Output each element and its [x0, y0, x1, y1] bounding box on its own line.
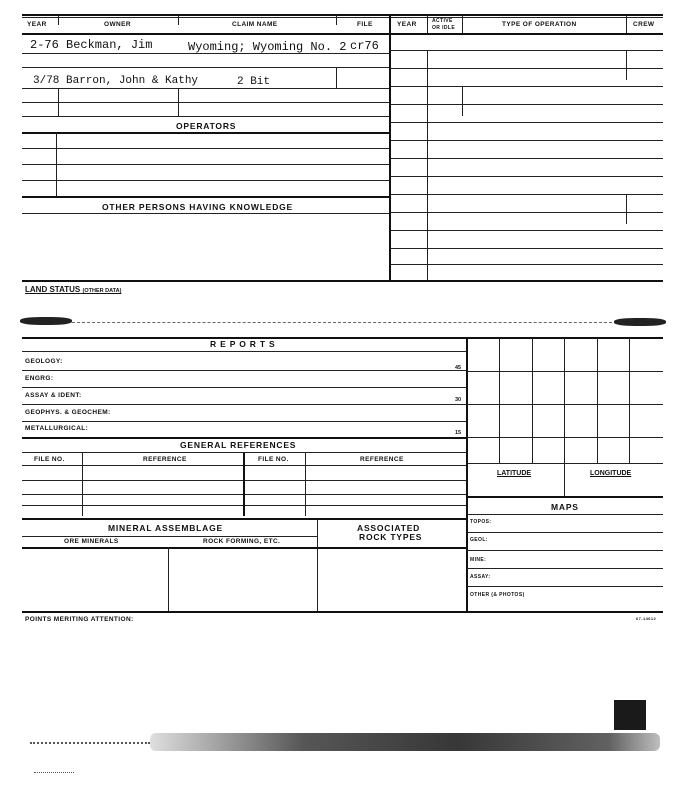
- bottom-rule: [22, 611, 663, 613]
- main-divider: [389, 15, 391, 280]
- op-row: [22, 180, 389, 181]
- header-sep: [427, 15, 428, 33]
- ops-row: [390, 50, 663, 51]
- entry-1-claim: Wyoming; Wyoming No. 2: [188, 40, 347, 54]
- header-sep: [336, 15, 337, 25]
- ops-row: [390, 248, 663, 249]
- row-line: [22, 67, 389, 68]
- op-row: [22, 164, 389, 165]
- entry-1-underline: [22, 53, 389, 54]
- latitude-label: LATITUDE: [497, 470, 532, 477]
- operators-rule: [22, 132, 389, 134]
- redaction-mark: [614, 318, 666, 326]
- page-marker: 45: [455, 365, 462, 371]
- owner-col-line: [58, 88, 59, 116]
- geol-label: GEOL:: [470, 537, 488, 543]
- topos-label: TOPOS:: [470, 519, 492, 525]
- mineral-sub-rule: [22, 536, 317, 537]
- coord-grid-col: [499, 338, 500, 463]
- redaction-mark: [20, 317, 72, 325]
- assay-map-label: ASSAY:: [470, 574, 491, 580]
- reference-header-2: REFERENCE: [360, 456, 404, 463]
- mineral-header-rule: [22, 547, 466, 549]
- owner-col-line: [336, 67, 337, 88]
- geophys-label: GEOPHYS. & GEOCHEM:: [25, 409, 111, 416]
- maps-line: [467, 586, 663, 587]
- entry-2-owner: 3/78 Barron, John & Kathy: [33, 75, 199, 87]
- owner-header: OWNER: [104, 21, 131, 28]
- operators-title: OPERATORS: [176, 121, 237, 131]
- scan-smudge: [150, 733, 660, 751]
- ops-row: [390, 140, 663, 141]
- owner-col-line: [178, 88, 179, 116]
- ops-row: [390, 122, 663, 123]
- maps-line: [467, 550, 663, 551]
- land-status-top-rule: [22, 280, 663, 282]
- entry-1-file: cr76: [350, 39, 379, 53]
- ops-col: [462, 86, 463, 116]
- ops-row: [390, 212, 663, 213]
- header-sep: [58, 15, 59, 25]
- coord-grid-row: [467, 463, 663, 464]
- idle-header: OR IDLE: [432, 25, 456, 31]
- ops-row: [390, 68, 663, 69]
- reports-right-divider: [466, 338, 468, 612]
- rock-types-title: ROCK TYPES: [359, 532, 423, 542]
- mine-label: MINE:: [470, 557, 487, 563]
- top-border-inner: [22, 17, 663, 18]
- coord-grid-row: [467, 371, 663, 372]
- ref-col: [82, 453, 83, 516]
- header-sep: [462, 15, 463, 33]
- ref-col: [243, 453, 245, 516]
- file-no-header-1: FILE NO.: [34, 456, 65, 463]
- ore-minerals-header: ORE MINERALS: [64, 538, 119, 545]
- coord-grid-col: [597, 338, 598, 463]
- coord-grid-col: [532, 338, 533, 463]
- other-persons-rule: [22, 213, 389, 214]
- ops-row: [390, 176, 663, 177]
- form-number: 67-14612: [636, 616, 657, 621]
- crew-header: CREW: [633, 21, 655, 28]
- assay-label: ASSAY & IDENT:: [25, 392, 82, 399]
- mineral-col: [317, 519, 318, 611]
- header-sep: [626, 15, 627, 33]
- report-line: [22, 370, 466, 371]
- entry-2-claim: 2 Bit: [237, 76, 271, 88]
- year-header: YEAR: [27, 21, 47, 28]
- file-no-header-2: FILE NO.: [258, 456, 289, 463]
- other-persons-title: OTHER PERSONS HAVING KNOWLEDGE: [102, 202, 294, 212]
- maps-title: MAPS: [551, 502, 579, 512]
- ops-col: [626, 50, 627, 80]
- scan-blot: [614, 700, 646, 730]
- maps-sub-rule: [467, 514, 663, 515]
- header-sep: [178, 15, 179, 25]
- coord-grid-row: [467, 404, 663, 405]
- op-row: [22, 148, 389, 149]
- engrg-label: ENGRG:: [25, 375, 54, 382]
- file-header: FILE: [357, 21, 373, 28]
- geology-label: GEOLOGY:: [25, 358, 63, 365]
- associated-title: ASSOCIATED: [357, 523, 421, 533]
- ops-col: [626, 194, 627, 224]
- ref-col: [305, 453, 306, 516]
- report-line: [22, 404, 466, 405]
- metallurgical-label: METALLURGICAL:: [25, 425, 89, 432]
- op-row: [22, 196, 389, 198]
- report-line: [22, 421, 466, 422]
- land-status-label: [25, 285, 121, 294]
- land-status-title: LAND STATUS: [25, 285, 81, 294]
- coord-grid-row: [467, 437, 663, 438]
- type-of-operation-header: TYPE OF OPERATION: [502, 21, 577, 28]
- reports-title: R E P O R T S: [210, 339, 276, 349]
- claim-name-header: CLAIM NAME: [232, 21, 278, 28]
- general-references-title: GENERAL REFERENCES: [180, 440, 297, 450]
- page-marker: 30: [455, 397, 462, 403]
- ops-row: [390, 194, 663, 195]
- scan-dots: [30, 742, 150, 750]
- longitude-label: LONGITUDE: [590, 470, 632, 477]
- top-border: [22, 14, 663, 16]
- page-marker: 15: [455, 430, 462, 436]
- other-photos-label: OTHER (& PHOTOS): [470, 592, 525, 598]
- mineral-col: [168, 547, 169, 611]
- points-meriting-attention-label: POINTS MERITING ATTENTION:: [25, 616, 134, 623]
- ops-row: [390, 104, 663, 105]
- coord-grid-col: [629, 338, 630, 463]
- ops-row: [390, 230, 663, 231]
- ops-row: [390, 86, 663, 87]
- land-dotted: [72, 322, 612, 323]
- row-line: [22, 116, 389, 117]
- reports-top-rule: [22, 337, 663, 339]
- rock-forming-header: ROCK FORMING, ETC.: [203, 538, 281, 545]
- ops-row: [390, 158, 663, 159]
- ops-col: [427, 50, 428, 280]
- general-ref-rule: [22, 437, 466, 439]
- reports-rule: [22, 351, 466, 352]
- maps-line: [467, 568, 663, 569]
- mineral-rule: [22, 518, 466, 520]
- row-line: [22, 88, 389, 89]
- op-col: [56, 133, 57, 196]
- mineral-assemblage-title: MINERAL ASSEMBLAGE: [108, 523, 223, 533]
- maps-line: [467, 532, 663, 533]
- active-header: ACTIVE: [432, 18, 453, 24]
- year2-header: YEAR: [397, 21, 417, 28]
- scan-specks: [34, 772, 74, 777]
- reference-header-1: REFERENCE: [143, 456, 187, 463]
- entry-1-owner: 2-76 Beckman, Jim: [30, 38, 153, 52]
- coord-grid-col: [564, 338, 565, 496]
- row-line: [22, 102, 389, 103]
- report-line: [22, 387, 466, 388]
- land-status-subtitle: (OTHER DATA): [82, 288, 122, 294]
- header-bottom-rule: [22, 33, 663, 35]
- ops-row: [390, 264, 663, 265]
- maps-rule: [467, 496, 663, 498]
